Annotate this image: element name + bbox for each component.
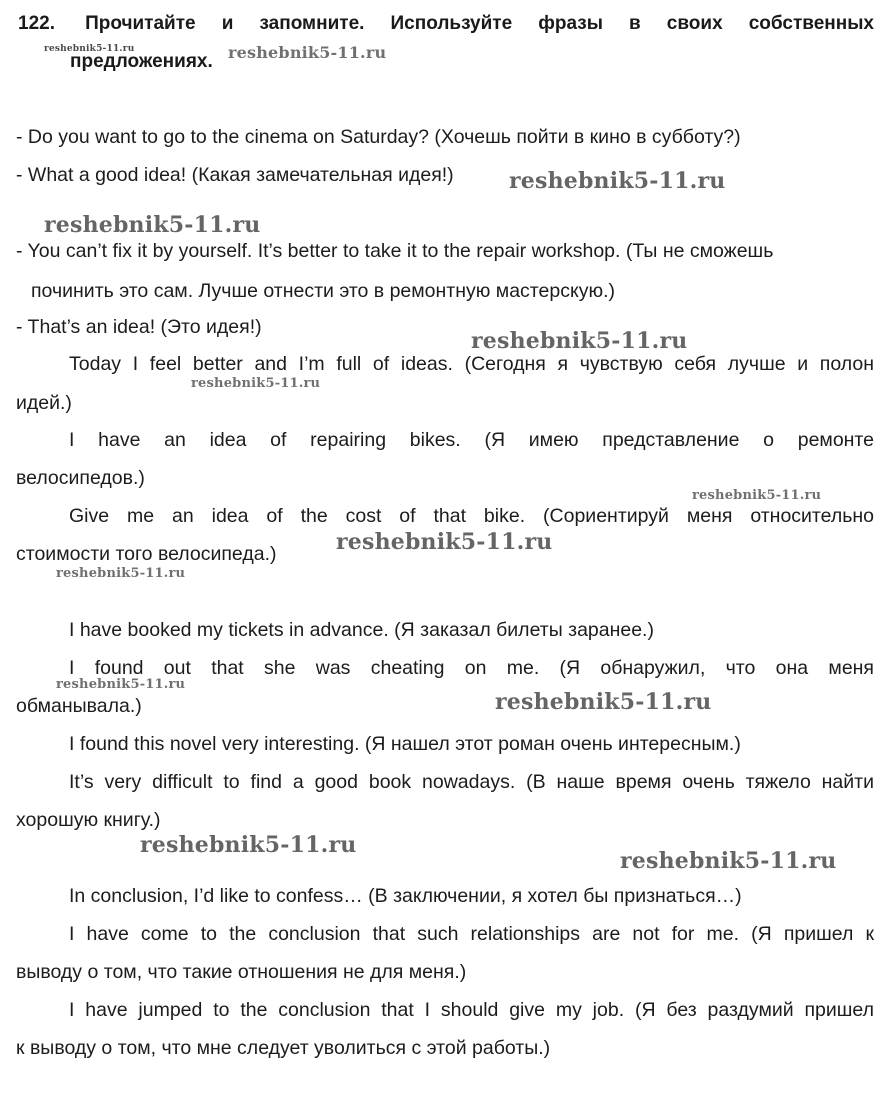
phrase-line-5: I found out that she was cheating on me. (Я обнаружил, что она меня xyxy=(69,657,874,679)
phrase-line-4: I have booked my tickets in advance. (Я заказал билеты заранее.) xyxy=(69,619,654,641)
dialogue-line-3: - You can’t fix it by yourself. It’s better to take it to the repair workshop. (Ты не сможешь xyxy=(16,240,774,262)
phrase-line-10: I have jumped to the conclusion that I should give my job. (Я без раздумий пришел xyxy=(69,999,874,1021)
exercise-title xyxy=(18,10,874,37)
watermark-9: reshebnik5-11.ru xyxy=(56,566,186,581)
watermark-3: reshebnik5-11.ru xyxy=(509,168,726,194)
phrase-line-3-cont: стоимости того велосипеда.) xyxy=(16,543,277,565)
watermark-4: reshebnik5-11.ru xyxy=(44,212,261,238)
phrase-line-1: Today I feel better and I’m full of ideas. (Сегодня я чувствую себя лучше и полон xyxy=(69,353,874,375)
phrase-line-9: I have come to the conclusion that such relationships are not for me. (Я пришел к xyxy=(69,923,874,945)
dialogue-line-3-cont: починить это сам. Лучше отнести это в ремонтную мастерскую.) xyxy=(31,280,615,302)
watermark-11: reshebnik5-11.ru xyxy=(495,689,712,715)
watermark-5: reshebnik5-11.ru xyxy=(471,328,688,354)
dialogue-line-2: - What a good idea! (Какая замечательная идея!) xyxy=(16,164,454,186)
watermark-13: reshebnik5-11.ru xyxy=(620,848,837,874)
watermark-7: reshebnik5-11.ru xyxy=(692,488,822,503)
phrase-line-6: I found this novel very interesting. (Я нашел этот роман очень интересным.) xyxy=(69,733,741,755)
dialogue-line-1: - Do you want to go to the cinema on Saturday? (Хочешь пойти в кино в субботу?) xyxy=(16,126,741,148)
phrase-line-7: It’s very difficult to find a good book nowadays. (В наше время очень тяжело найти xyxy=(69,771,874,793)
phrase-line-7-cont: хорошую книгу.) xyxy=(16,809,161,831)
watermark-12: reshebnik5-11.ru xyxy=(140,832,357,858)
dialogue-line-4: - That’s an idea! (Это идея!) xyxy=(16,316,262,338)
watermark-10: reshebnik5-11.ru xyxy=(56,677,186,692)
phrase-line-1-cont: идей.) xyxy=(16,392,72,414)
phrase-line-9-cont: выводу о том, что такие отношения не для меня.) xyxy=(16,961,467,983)
phrase-line-8: In conclusion, I’d like to confess… (В заключении, я хотел бы признаться…) xyxy=(69,885,742,907)
exercise-number: 122. xyxy=(18,13,55,34)
watermark-8: reshebnik5-11.ru xyxy=(336,529,553,555)
watermark-2: reshebnik5-11.ru xyxy=(228,43,387,62)
watermark-6: reshebnik5-11.ru xyxy=(191,376,321,391)
phrase-line-2: I have an idea of repairing bikes. (Я имею представление о ремонте xyxy=(69,429,874,451)
watermark-1: reshebnik5-11.ru xyxy=(44,44,135,54)
phrase-line-2-cont: велосипедов.) xyxy=(16,467,145,489)
phrase-line-10-cont: к выводу о том, что мне следует уволиться с этой работы.) xyxy=(16,1037,551,1059)
phrase-line-5-cont: обманывала.) xyxy=(16,695,142,717)
phrase-line-3: Give me an idea of the cost of that bike. (Сориентируй меня относительно xyxy=(69,505,874,527)
exercise-title-line1: Прочитайте и запомните. Используйте фразы в своих собственных xyxy=(85,13,875,34)
exercise-title-line2: предложениях. xyxy=(70,51,213,72)
